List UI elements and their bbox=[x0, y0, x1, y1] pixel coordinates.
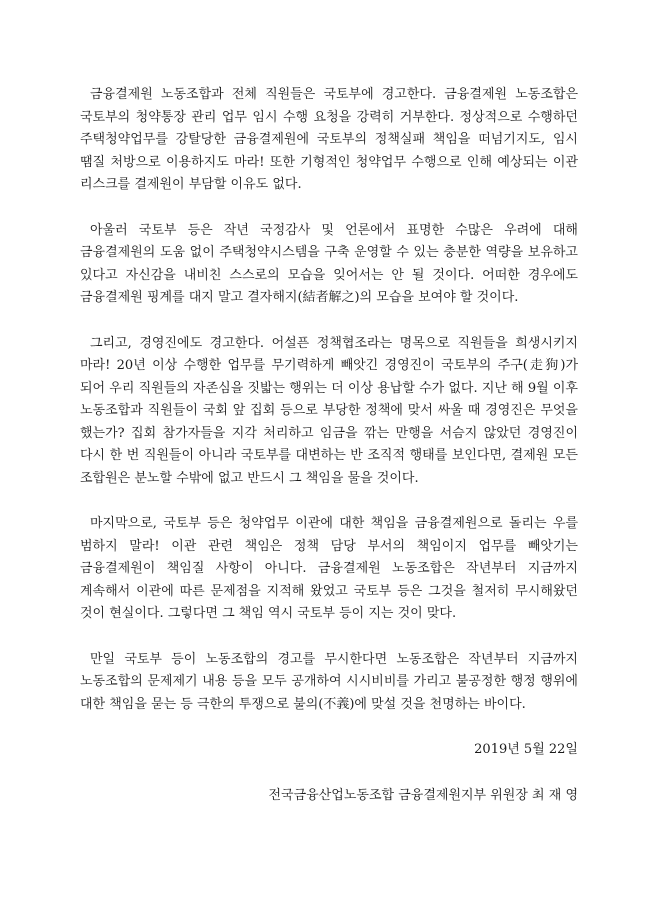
document-date: 2019년 5월 22일 bbox=[474, 742, 578, 757]
document-page bbox=[80, 84, 578, 807]
paragraph-5: 만일 국토부 등이 노동조합의 경고를 무시한다면 노동조합은 작년부터 지금까지 노동조합의 문제제기 내용 등을 모두 공개하여 시시비비를 가리고 불공정한 행정 행위에 대한 책임을 묻는 등 극한의 투쟁으로 불의(不義)에 맞설 것을 천명하는 바이다. bbox=[80, 651, 578, 712]
paragraph-2: 아울러 국토부 등은 작년 국정감사 및 언론에서 표명한 수많은 우려에 대해 금융결제원의 도움 없이 주택청약시스템을 구축 운영할 수 있는 충분한 역량을 보유하고 있다고 자신감을 내비친 스스로의 모습을 잊어서는 안 될 것이다. 어떠한 경우에도 금융결제원 핑계를 대지 말고 결자해지(結者解之)의 모습을 보여야 할 것이다. bbox=[80, 222, 578, 305]
document-signature: 전국금융산업노동조합 금융결제원지부 위원장 최 재 영 bbox=[268, 787, 578, 803]
paragraph-4: 마지막으로, 국토부 등은 청약업무 이관에 대한 책임을 금융결제원으로 돌리는 우를 범하지 말라! 이관 관련 책임은 정책 담당 부서의 책임이지 업무를 빼앗기는 금융결제원이 책임질 사항이 아니다. 금융결제원 노동조합은 작년부터 지금까지 계속해서 이관에 따른 문제점을 지적해 왔었고 국토부 등은 그것을 철저히 무시해왔던 것이 현실이다. 그렇다면 그 책임 역시 국토부 등이 지는 것이 맞다. bbox=[80, 516, 578, 621]
paragraph-3: 그리고, 경영진에도 경고한다. 어설픈 정책협조라는 명목으로 직원들을 희생시키지 마라! 20년 이상 수행한 업무를 무기력하게 빼앗긴 경영진이 국토부의 주구(走狗)가 되어 우리 직원들의 자존심을 짓밟는 행위는 더 이상 용납할 수가 없다. 지난 해 9월 이후 노동조합과 직원들이 국회 앞 집회 등으로 부당한 정책에 맞서 싸울 때 경영진은 무엇을 했는가? 집회 참가자들을 지각 처리하고 임금을 깎는 만행을 서슴지 않았던 경영진이 다시 한 번 직원들이 아니라 국토부를 대변하는 반 조직적 행태를 보인다면, 결제원 모든 조합원은 분노할 수밖에 없고 반드시 그 책임을 물을 것이다. bbox=[80, 335, 578, 486]
paragraph-1: 금융결제원 노동조합과 전체 직원들은 국토부에 경고한다. 금융결제원 노동조합은 국토부의 청약통장 관리 업무 임시 수행 요청을 강력히 거부한다. 정상적으로 수행하던 주택청약업무를 강탈당한 금융결제원에 국토부의 정책실패 책임을 떠넘기지도, 임시 땜질 처방으로 이용하지도 마라! 또한 기형적인 청약업무 수행으로 인해 예상되는 이관 리스크를 결제원이 부담할 이유도 없다. bbox=[80, 87, 578, 192]
